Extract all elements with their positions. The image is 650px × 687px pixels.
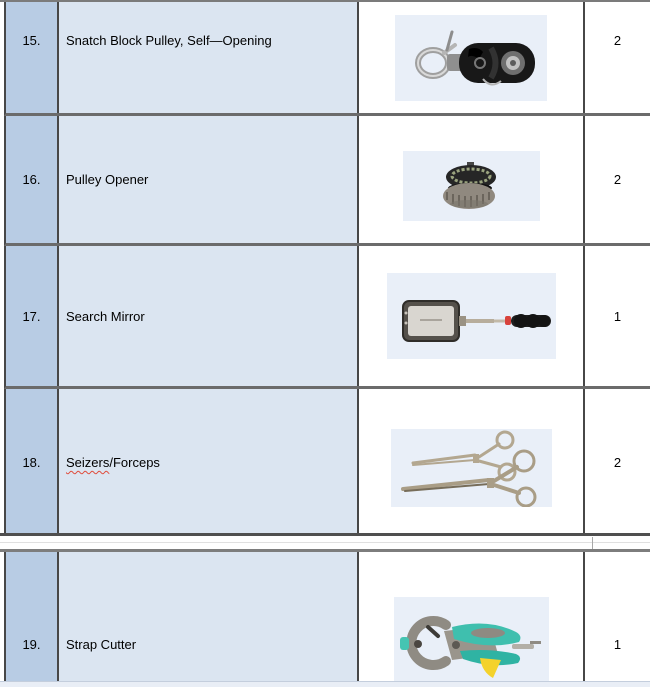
table-row: [4, 552, 650, 682]
snatch-block-pulley-photo: [395, 15, 547, 101]
search-mirror-photo: [387, 273, 556, 359]
item-name-label: Snatch Block Pulley, Self—Opening: [66, 33, 272, 48]
item-qty: 1: [613, 308, 622, 324]
strap-cutter-photo: [394, 597, 549, 682]
item-qty-cell: [585, 246, 650, 386]
table-split-gap: [0, 542, 650, 543]
item-image-cell: [359, 246, 585, 386]
item-number-cell: [6, 552, 59, 682]
item-number: 15.: [22, 33, 41, 48]
item-number: 17.: [22, 308, 41, 324]
item-number-cell: [6, 389, 59, 536]
item-name-cell: [59, 246, 359, 386]
item-name-label: Pulley Opener: [66, 172, 149, 187]
item-qty: 2: [613, 455, 622, 470]
seizers-forceps-photo: [391, 429, 552, 507]
table-row: [4, 246, 650, 389]
item-name-label: Search Mirror: [66, 308, 145, 324]
item-qty-cell: [585, 389, 650, 536]
table-row: [4, 389, 650, 536]
item-qty: 1: [613, 637, 622, 652]
table-row: [4, 116, 650, 246]
item-name-label: [66, 455, 160, 470]
item-image-cell: [359, 389, 585, 536]
seizers-forceps-photo: [391, 429, 552, 507]
snatch-block-pulley-photo: [395, 15, 547, 101]
item-number: 19.: [22, 637, 41, 652]
item-qty: 2: [613, 33, 622, 48]
misspelled-word: Seizers: [66, 455, 110, 470]
strap-cutter-photo: [394, 597, 549, 682]
item-number-cell: [6, 116, 59, 243]
item-name-cell: [59, 389, 359, 536]
item-image-cell: [359, 116, 585, 243]
item-name-cell: [59, 116, 359, 243]
item-image-cell: [359, 2, 585, 113]
item-number: 18.: [22, 455, 41, 470]
item-number-cell: [6, 2, 59, 113]
pulley-opener-photo: [403, 151, 540, 221]
next-row-edge-strip: [0, 681, 650, 687]
item-qty-cell: [585, 2, 650, 113]
search-mirror-photo: [387, 273, 556, 359]
item-name-label: Strap Cutter: [66, 637, 137, 652]
column-divider-tick: [592, 537, 593, 549]
item-qty: 2: [613, 172, 622, 187]
item-number: 16.: [22, 172, 41, 187]
table-section-bottom-border: [0, 533, 650, 536]
table-row: [4, 2, 650, 116]
item-number-cell: [6, 246, 59, 386]
item-qty-cell: [585, 116, 650, 243]
item-image-cell: [359, 552, 585, 682]
item-name-cell: [59, 2, 359, 113]
item-name-label-rest: /Forceps: [109, 455, 160, 470]
item-name-cell: [59, 552, 359, 682]
item-qty-cell: [585, 552, 650, 682]
pulley-opener-photo: [403, 151, 540, 221]
